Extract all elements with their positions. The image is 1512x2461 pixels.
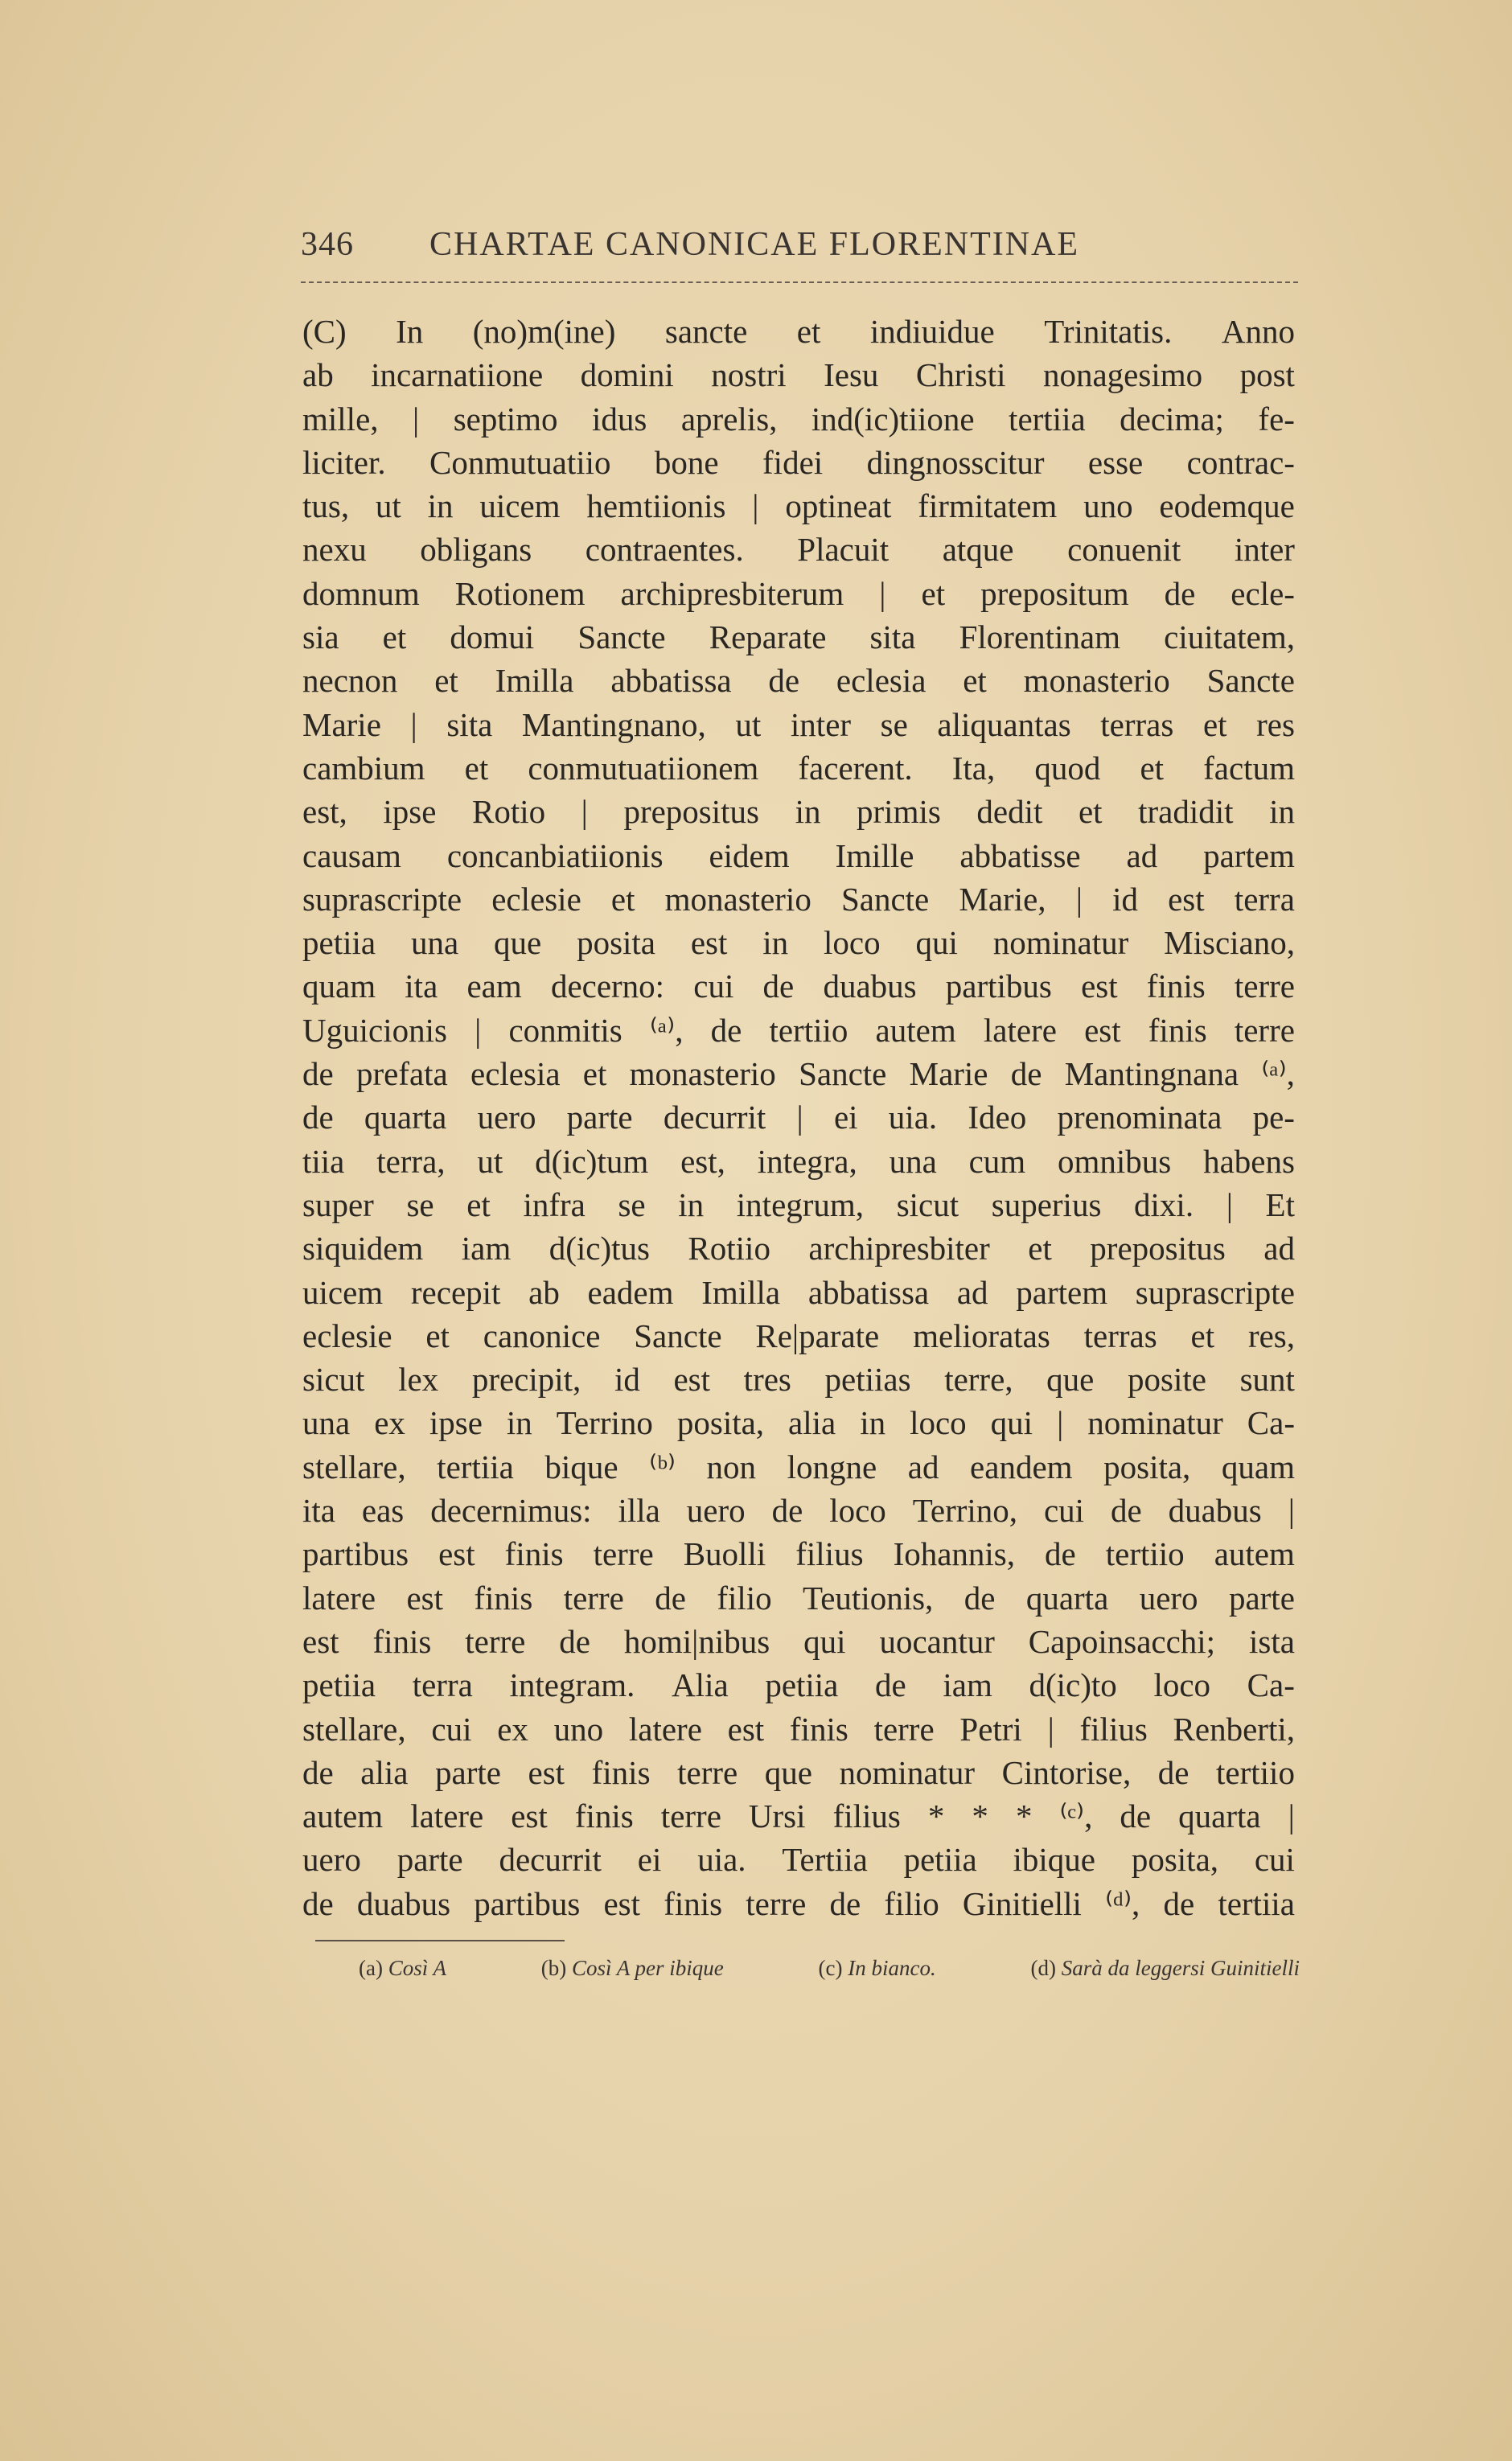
text-line: partibus est finis terre Buolli filius Iohannis, de tertiio autem (302, 1535, 1295, 1573)
footnote-text: In bianco. (848, 1956, 936, 1980)
text-line: uero parte decurrit ei uia. Tertiia petiia ibique posita, cui (302, 1841, 1295, 1879)
text-line: causam concanbiatiionis eidem Imille abbatisse ad partem (302, 836, 1295, 874)
text-line: tiia terra, ut d(ic)tum est, integra, una cum omnibus habens (302, 1142, 1295, 1180)
text-line: eclesie et canonice Sancte Re|parate melioratas terras et res, (302, 1317, 1295, 1354)
text-line: super se et infra se in integrum, sicut superius dixi. | Et (302, 1185, 1295, 1223)
footnote-c (819, 1956, 936, 1981)
text-line: de alia parte est finis terre que nominatur Cintorise, de tertiio (302, 1753, 1295, 1791)
text-line: suprascripte eclesie et monasterio Sancte Marie, | id est terra (302, 880, 1295, 918)
text-line: ab incarnatiione domini nostri Iesu Christi nonagesimo post (302, 356, 1295, 394)
footnote-mark: (b) (540, 1956, 567, 1980)
footnote-rule (315, 1940, 565, 1941)
text-line: necnon et Imilla abbatissa de eclesia et monasterio Sancte (302, 662, 1295, 700)
text-line: una ex ipse in Terrino posita, alia in loco qui | nominatur Ca- (302, 1404, 1295, 1442)
text-line: liciter. Conmutuatiio bone fidei dingnosscitur esse contrac- (302, 443, 1295, 481)
footnote-text: Così A per ibique (572, 1956, 724, 1980)
footnote-text: Così A (388, 1956, 446, 1980)
text-line: de prefata eclesia et monasterio Sancte Marie de Mantingnana ⁽ᵃ⁾, (302, 1055, 1295, 1093)
text-line: ita eas decernimus: illa uero de loco Terrino, cui de duabus | (302, 1492, 1295, 1530)
text-line: stellare, tertiia bique ⁽ᵇ⁾ non longne ad eandem posita, quam (302, 1448, 1295, 1485)
footnotes (359, 1956, 1300, 1996)
running-head (301, 219, 1298, 277)
text-line: est finis terre de homi|nibus qui uocantur Capoinsacchi; ista (302, 1622, 1295, 1660)
footnote-d (1031, 1956, 1300, 1981)
text-line: stellare, cui ex uno latere est finis terre Petri | filius Renberti, (302, 1710, 1295, 1748)
text-line: de duabus partibus est finis terre de filio Ginitielli ⁽ᵈ⁾, de tertiia (302, 1884, 1295, 1922)
text-line: cambium et conmutuatiionem facerent. Ita, quod et factum (302, 749, 1295, 787)
text-line: tus, ut in uicem hemtiionis | optineat firmitatem uno eodemque (302, 487, 1295, 525)
page-number: 346 (301, 226, 354, 263)
running-title: CHARTAE CANONICAE FLORENTINAE (429, 226, 1080, 263)
text-line: siquidem iam d(ic)tus Rotiio archipresbiter et prepositus ad (302, 1230, 1295, 1267)
text-line: est, ipse Rotio | prepositus in primis dedit et tradidit in (302, 793, 1295, 831)
text-line: Marie | sita Mantingnano, ut inter se aliquantas terras et res (302, 705, 1295, 743)
text-line: de quarta uero parte decurrit | ei uia. Ideo prenominata pe- (302, 1099, 1295, 1136)
footnote-mark: (d) (1030, 1956, 1056, 1980)
footnote-mark: (a) (359, 1956, 383, 1980)
text-line: nexu obligans contraentes. Placuit atque conuenit inter (302, 531, 1295, 569)
charter-text (302, 310, 1295, 1925)
text-line: latere est finis terre de filio Teutionis, de quarta uero parte (302, 1579, 1295, 1617)
footnote-a (359, 1956, 446, 1981)
text-line: autem latere est finis terre Ursi filius * * * ⁽ᶜ⁾, de quarta | (302, 1797, 1295, 1835)
text-line: mille, | septimo idus aprelis, ind(ic)tiione tertiia decima; fe- (302, 400, 1295, 438)
text-line: (C) In (no)m(ine) sancte et indiuidue Trinitatis. Anno (302, 313, 1295, 350)
text-line: petiia terra integram. Alia petiia de iam d(ic)to loco Ca- (302, 1666, 1295, 1704)
footnote-mark: (c) (818, 1956, 843, 1980)
text-line: sicut lex precipit, id est tres petiias terre, que posite sunt (302, 1361, 1295, 1399)
text-line: petiia una que posita est in loco qui nominatur Misciano, (302, 924, 1295, 962)
text-line: sia et domui Sancte Reparate sita Florentinam ciuitatem, (302, 618, 1295, 656)
footnote-text: Sarà da leggersi Guinitielli (1061, 1956, 1300, 1980)
header-rule (301, 281, 1298, 283)
text-line: Uguicionis | conmitis ⁽ᵃ⁾, de tertiio autem latere est finis terre (302, 1011, 1295, 1049)
text-line: uicem recepit ab eadem Imilla abbatissa ad partem suprascripte (302, 1273, 1295, 1311)
text-line: domnum Rotionem archipresbiterum | et prepositum de ecle- (302, 574, 1295, 612)
text-line: quam ita eam decerno: cui de duabus partibus est finis terre (302, 968, 1295, 1005)
footnote-b (541, 1956, 724, 1981)
